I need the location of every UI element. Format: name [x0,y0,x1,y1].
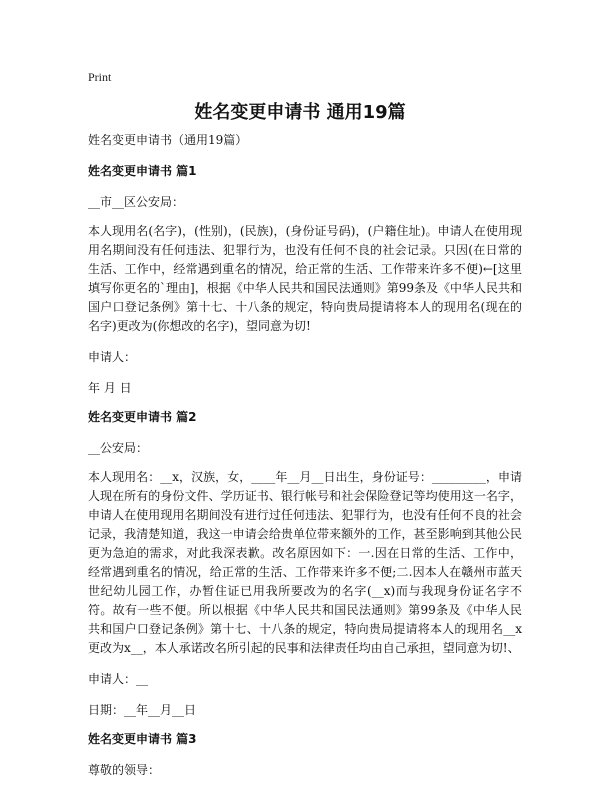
section-3 [88,730,522,780]
section-applicant: 申请人： [88,350,137,364]
section-date: 年 月 日 [88,381,132,395]
section-heading: 姓名变更申请书 篇2 [88,410,197,424]
section-heading: 姓名变更申请书 篇1 [88,164,197,178]
section-heading: 姓名变更申请书 篇3 [88,732,197,746]
section-2 [88,408,522,720]
section-applicant: 申请人：__ [88,672,149,686]
document-title: 姓名变更申请书 通用19篇 [194,102,406,123]
section-body: 本人现用名(名字)，(性别)，(民族)，(身份证号码)，(户籍住址)。申请人在使用现用名期间没有任何违法、犯罪行为，也没有任何不良的社会记录。只因(在日常的生活、工作中，经常遇到重名的情况，给正常的生活、工作带来许多不便)←[这里填写你更名的`理由]，根据《中华人民共和国民法通则》第99条及《中华人民共和国户口登记条例》第十七、十八条的规定，特向贵局提请将本人的现用名(现在的名字)更改为(你想改的名字)，望同意为切! [88,224,522,333]
print-label: Print [88,70,112,84]
document-subtitle: 姓名变更申请书（通用19篇） [88,133,248,147]
section-addressee: __市__区公安局： [88,195,185,209]
document-content [88,131,522,790]
section-addressee: __公安局： [88,441,149,455]
section-body: 本人现用名：__x，汉族，女，____年__月__日出生，身份证号：_________，申请人现在所有的身份文件、学历证书、银行帐号和社会保险登记等均使用这一名字，申请人在使用现用名期间没有进行过任何违法、犯罪行为，也没有任何不良的社会记录，我清楚知道，我这一申请会给贵单位带来额外的工作，甚至影响到其他公民更为急迫的需求，对此我深表歉。改名原因如下：一.因在日常的生活、工作中，经常遇到重名的情况，给正常的生活、工作带来许多不便;二.因本人在赣州市蓝天世纪幼儿园工作，办暂住证已用我所要改为的名字(__x)而与我现身份证名字不符。故有一些不便。所以根据《中华人民共和国民法通则》第99条及《中华人民共和国户口登记条例》第十七、十八条的规定，特向贵局提请将本人的现用名__x更改为x__，本人承诺改名所引起的民事和法律责任均由自己承担，望同意为切!、 [88,470,522,655]
section-addressee: 尊敬的领导： [88,763,161,777]
section-1 [88,162,522,398]
section-date: 日期：__年__月__日 [88,703,197,717]
